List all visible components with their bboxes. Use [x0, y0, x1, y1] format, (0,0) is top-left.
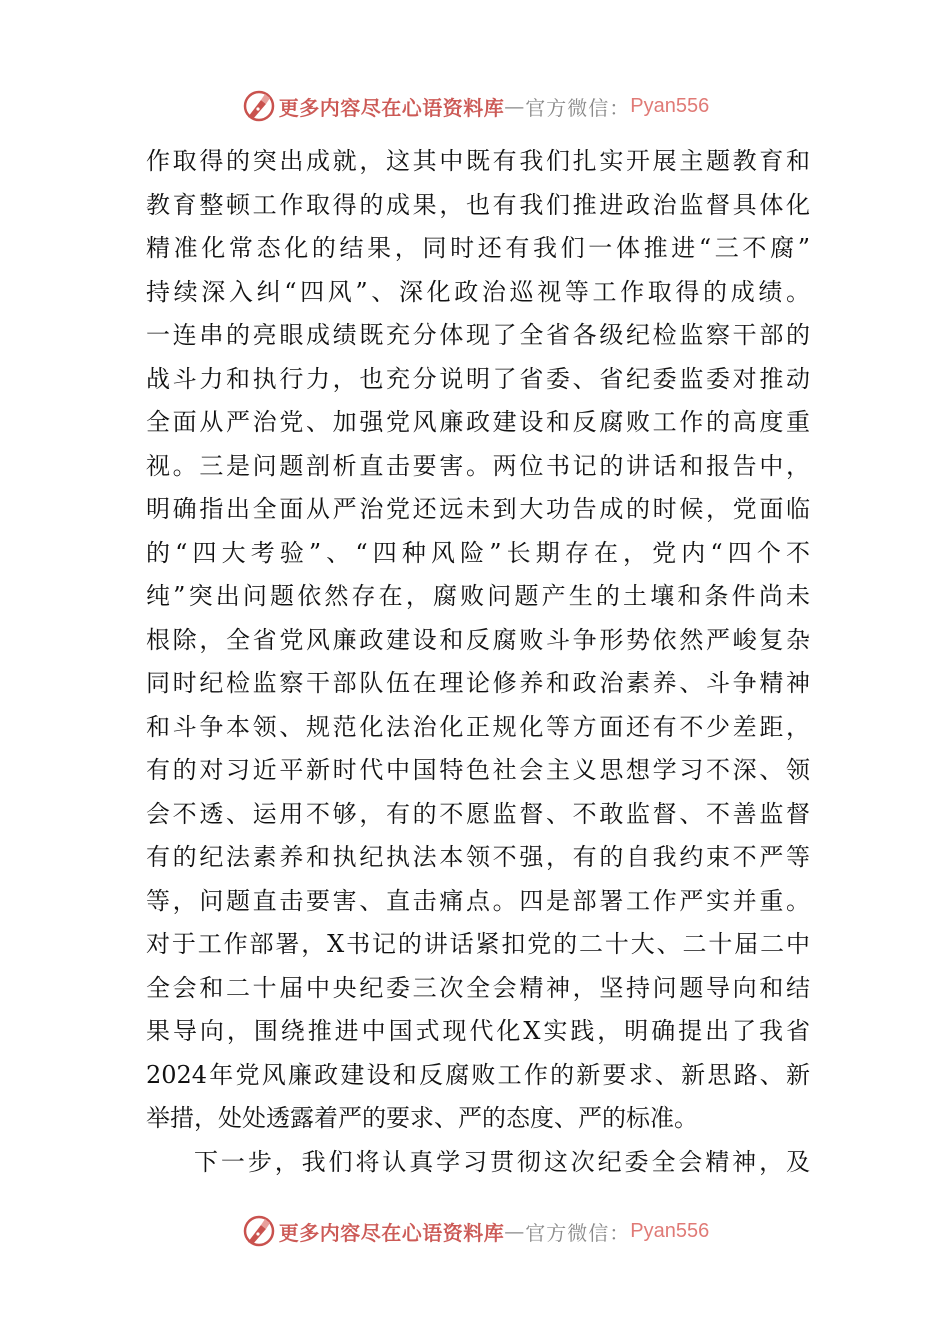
banner-wechat-id: Pyan556	[630, 1219, 710, 1242]
body-line: 果导向，围绕推进中国式现代化X实践，明确提出了我省	[146, 1017, 810, 1045]
banner-label: 官方微信：	[525, 1220, 631, 1245]
banner-label: 官方微信：	[525, 95, 631, 120]
banner-separator: —	[504, 1219, 526, 1243]
body-line: 持续深入纠“四风”、深化政治巡视等工作取得的成绩。	[146, 277, 810, 306]
document-body	[146, 140, 810, 1184]
body-line-paragraph-start: 下一步，我们将认真学习贯彻这次纪委全会精神，及	[194, 1147, 810, 1176]
body-line: 根除，全省党风廉政建设和反腐败斗争形势依然严峻复杂	[146, 625, 810, 654]
body-line: 和斗争本领、规范化法治化正规化等方面还有不少差距，	[146, 712, 810, 741]
body-line: 视。三是问题剖析直击要害。两位书记的讲话和报告中，	[146, 451, 810, 480]
body-line: 精准化常态化的结果，同时还有我们一体推进“三不腐”	[146, 234, 810, 262]
body-line: 对于工作部署，X书记的讲话紧扣党的二十大、二十届二中	[146, 930, 810, 958]
body-line: 作取得的突出成就，这其中既有我们扎实开展主题教育和	[146, 147, 810, 175]
header-watermark-banner	[0, 86, 950, 126]
banner-title: 更多内容尽在心语资料库	[278, 1220, 505, 1245]
body-line: 有的对习近平新时代中国特色社会主义思想学习不深、领	[146, 756, 810, 784]
body-line: 全面从严治党、加强党风廉政建设和反腐败工作的高度重	[146, 408, 810, 436]
body-line: 全会和二十届中央纪委三次全会精神，坚持问题导向和结	[146, 973, 810, 1002]
body-line: 一连串的亮眼成绩既充分体现了全省各级纪检监察干部的	[146, 321, 810, 349]
banner-separator: —	[504, 94, 526, 118]
footer-watermark-banner	[0, 1211, 950, 1251]
body-line: 教育整顿工作取得的成果，也有我们推进政治监督具体化	[146, 190, 810, 219]
pen-nib-circle-logo-icon	[241, 88, 277, 124]
body-line: 有的纪法素养和执纪执法本领不强，有的自我约束不严等	[146, 843, 810, 871]
body-line: 等，问题直击要害、直击痛点。四是部署工作严实并重。	[146, 886, 810, 915]
body-line: 同时纪检监察干部队伍在理论修养和政治素养、斗争精神	[146, 669, 810, 697]
body-line: 明确指出全面从严治党还远未到大功告成的时候，党面临	[146, 495, 810, 523]
pen-nib-circle-logo-icon	[241, 1213, 277, 1249]
body-line: 战斗力和执行力，也充分说明了省委、省纪委监委对推动	[146, 364, 810, 393]
body-line: 2024年党风廉政建设和反腐败工作的新要求、新思路、新	[146, 1060, 810, 1089]
body-line: 的“四大考验”、“四种风险”长期存在，党内“四个不	[146, 538, 810, 567]
banner-title: 更多内容尽在心语资料库	[278, 95, 505, 120]
body-line: 纯”突出问题依然存在，腐败问题产生的土壤和条件尚未	[146, 582, 810, 610]
body-line: 会不透、运用不够，有的不愿监督、不敢监督、不善监督	[146, 799, 810, 828]
banner-wechat-id: Pyan556	[630, 94, 710, 117]
body-line: 举措，处处透露着严的要求、严的态度、严的标准。	[146, 1104, 698, 1132]
